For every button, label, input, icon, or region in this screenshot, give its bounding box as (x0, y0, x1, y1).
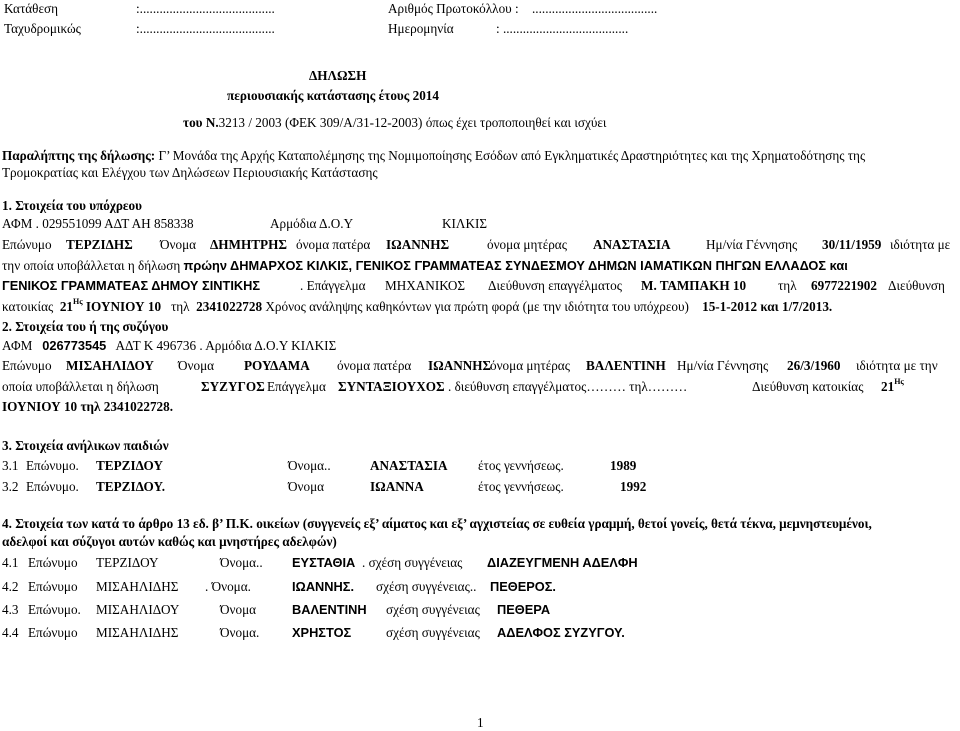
s1-capacity: πρώην ΔΗΜΑΡΧΟΣ ΚΙΛΚΙΣ, ΓΕΝΙΚΟΣ ΓΡΑΜΜΑΤΕΑΣ ΣΥΝΔΕΣΜΟΥ ΔΗΜΩΝ ΙΑΜΑΤΙΚΩΝ ΠΗΓΩΝ ΕΛΛΑΔΟΣ και (183, 258, 848, 273)
post-dots: :......................................... (136, 21, 275, 36)
post-label: Ταχυδρομικώς (4, 21, 81, 36)
child-2-surname: ΤΕΡΖΙΔΟΥ. (96, 479, 166, 494)
s2-surname-label: Επώνυμο (2, 358, 52, 373)
s2-mother-label: όνομα μητέρας (490, 358, 570, 373)
s1-name-label: Όνομα (160, 237, 197, 252)
s1-work-address: Μ. ΤΑΜΠΑΚΗ 10 (641, 278, 747, 293)
relative-4-relation: ΑΔΕΛΦΟΣ ΣΥΖΥΓΟΥ. (497, 625, 625, 640)
relative-4-name-label: Όνομα. (220, 625, 260, 640)
s2-afm-label: ΑΦΜ (2, 338, 33, 353)
s1-name: ΔΗΜΗΤΡΗΣ (210, 237, 287, 252)
s2-capacity-label: ιδιότητα με την (856, 358, 938, 373)
s1-submitted-as-label: την οποία υποβάλλεται η δήλωση (2, 258, 181, 273)
s1-line-3 (2, 257, 848, 274)
s2-father-label: όνομα πατέρα (337, 358, 412, 373)
s1-home-address-label: Διεύθυνση (888, 278, 945, 293)
declaration-subtitle: περιουσιακής κατάστασης έτους 2014 (227, 88, 439, 103)
relative-2-relation: ΠΕΘΕΡΟΣ. (490, 579, 556, 594)
recipient-text-2: Τρομοκρατίας και Ελέγχου των Δηλώσεων Περιουσιακής Κατάστασης (2, 165, 378, 180)
child-1-index: 3.1 (2, 458, 19, 473)
s2-line-1 (2, 337, 336, 354)
s1-residence-sup: Ης (73, 297, 83, 306)
relative-2-index: 4.2 (2, 579, 19, 594)
s2-profession: ΣΥΝΤΑΞΙΟΥΧΟΣ (338, 379, 445, 394)
s1-residence-label: κατοικίας (2, 299, 54, 314)
relative-2-surname: ΜΙΣΑΗΛΙΔΗΣ (96, 579, 179, 594)
s2-surname: ΜΙΣΑΗΛΙΔΟΥ (66, 358, 154, 373)
s1-surname-label: Επώνυμο (2, 237, 52, 252)
s1-work-phone-label: τηλ (778, 278, 797, 293)
s2-residence-number (881, 378, 904, 395)
relative-2-surname-label: Επώνυμο (28, 579, 78, 594)
relative-3-surname-label: Επώνυμο. (28, 602, 81, 617)
s1-start-label: Χρόνος ανάληψης καθηκόντων για πρώτη φορά (με την ιδιότητα του υπόχρεου) (265, 299, 689, 314)
s2-residence-street (2, 398, 173, 415)
recipient-line-1 (2, 147, 865, 164)
child-1-name-label: Όνομα.. (288, 458, 331, 473)
s1-father: ΙΩΑΝΝΗΣ (386, 237, 450, 252)
relative-3-relation: ΠΕΘΕΡΑ (497, 602, 551, 617)
child-1-year: 1989 (610, 458, 637, 473)
child-2-index: 3.2 (2, 479, 19, 494)
child-1-surname: ΤΕΡΖΙΔΟΥ (96, 458, 163, 473)
relative-1-surname: ΤΕΡΖΙΔΟΥ (96, 555, 159, 570)
s2-tax-office: . Αρμόδια Δ.Ο.Υ ΚΙΛΚΙΣ (199, 338, 337, 353)
child-1-name: ΑΝΑΣΤΑΣΙΑ (370, 458, 448, 473)
s1-father-label: όνομα πατέρα (296, 237, 371, 252)
relative-1-name: ΕΥΣΤΑΘΙΑ (292, 555, 356, 570)
s2-id-card: ΑΔΤ Κ 496736 (115, 338, 197, 353)
child-2-name: ΙΩΑΝΝΑ (370, 479, 424, 494)
relative-4-surname-label: Επώνυμο (28, 625, 78, 640)
relative-2-name: ΙΩΑΝΝΗΣ. (292, 579, 355, 594)
deposit-dots: :......................................... (136, 1, 275, 16)
relative-3-surname: ΜΙΣΑΗΛΙΔΟΥ (96, 602, 180, 617)
protocol-number-label: Αριθμός Πρωτοκόλλου : (388, 1, 519, 16)
relative-1-surname-label: Επώνυμο (28, 555, 78, 570)
s2-dob-label: Ημ/νία Γέννησης (677, 358, 769, 373)
deposit-label: Κατάθεση (4, 1, 59, 16)
s2-afm: 026773545 (42, 338, 107, 353)
section-4-title-1: 4. Στοιχεία των κατά το άρθρο 13 εδ. β’ Π.Κ. οικείων (συγγενείς εξ’ αίματος και εξ’ αγχιστείας σε ευθεία γραμμή, θετοί γονείς, θετά τέκνα, μεμνηστευμένοι, (2, 516, 872, 531)
s1-dob: 30/11/1959 (822, 237, 882, 252)
s2-residence-text: ΙΟΥΝΙΟΥ 10 τηλ 2341022728. (2, 399, 174, 414)
s1-work-phone: 6977221902 (811, 278, 877, 293)
relative-3-index: 4.3 (2, 602, 19, 617)
child-1-surname-label: Επώνυμο. (26, 458, 79, 473)
s1-work-address-label: Διεύθυνση επαγγέλματος (488, 278, 622, 293)
declaration-heading: ΔΗΛΩΣΗ (309, 68, 367, 83)
relative-2-relation-label: σχέση συγγένειας.. (376, 579, 477, 594)
s1-residence-street: ΙΟΥΝΙΟΥ 10 (85, 299, 162, 314)
s1-surname: ΤΕΡΖΙΔΗΣ (66, 237, 133, 252)
s1-mother-label: όνομα μητέρας (487, 237, 567, 252)
s2-father: ΙΩΑΝΝΗΣ (428, 358, 492, 373)
recipient-label: Παραλήπτης της δήλωσης: (2, 148, 156, 163)
s2-dob: 26/3/1960 (787, 358, 841, 373)
section-4-title-2: αδελφοί και σύζυγοι αυτών καθώς και μνηστήρες αδελφών) (2, 534, 337, 549)
relative-4-index: 4.4 (2, 625, 19, 640)
relative-3-name-label: Όνομα (220, 602, 257, 617)
s1-profession-label: . Επάγγελμα (300, 278, 366, 293)
page-number: 1 (477, 715, 484, 730)
s1-dob-label: Ημ/νία Γέννησης (706, 237, 798, 252)
s2-home-address-label: Διεύθυνση κατοικίας (752, 379, 864, 394)
s1-mother: ΑΝΑΣΤΑΣΙΑ (593, 237, 671, 252)
relative-3-name: ΒΑΛΕΝΤΙΝΗ (292, 602, 367, 617)
s1-profession: ΜΗΧΑΝΙΚΟΣ (385, 278, 466, 293)
child-2-year: 1992 (620, 479, 647, 494)
relative-4-relation-label: σχέση συγγένειας (386, 625, 480, 640)
date-dots: : ...................................... (496, 21, 629, 36)
s2-residence-number-value: 21 (881, 379, 895, 394)
s1-tax-office-label: Αρμόδια Δ.Ο.Υ (270, 216, 354, 231)
s2-name-label: Όνομα (178, 358, 215, 373)
child-2-name-label: Όνομα (288, 479, 325, 494)
s1-start-dates: 15-1-2012 και 1/7/2013. (702, 299, 833, 314)
s1-home-phone: 2341022728 (196, 299, 263, 314)
date-label: Ημερομηνία (388, 21, 454, 36)
section-1-title: 1. Στοιχεία του υπόχρεου (2, 198, 142, 213)
s2-work-address: . διεύθυνση επαγγέλματος……… τηλ……… (448, 379, 688, 394)
s2-capacity: ΣΥΖΥΓΟΣ (201, 379, 265, 394)
s1-home-phone-label: τηλ (170, 299, 190, 314)
s1-tax-office: ΚΙΛΚΙΣ (442, 216, 488, 231)
child-2-surname-label: Επώνυμο. (26, 479, 79, 494)
child-2-year-label: έτος γεννήσεως. (478, 479, 564, 494)
s2-mother: ΒΑΛΕΝΤΙΝΗ (586, 358, 666, 373)
relative-4-surname: ΜΙΣΑΗΛΙΔΗΣ (96, 625, 179, 640)
s2-submitted-as-label: οποία υποβάλλεται η δήλωση (2, 379, 159, 394)
relative-1-name-label: Όνομα.. (220, 555, 263, 570)
protocol-number-dots: ...................................... (532, 1, 658, 16)
section-2-title: 2. Στοιχεία του ή της συζύγου (2, 319, 169, 334)
relative-4-name: ΧΡΗΣΤΟΣ (292, 625, 352, 640)
child-1-year-label: έτος γεννήσεως. (478, 458, 564, 473)
s2-profession-label: Επάγγελμα (267, 379, 326, 394)
s1-capacity-cont: ΓΕΝΙΚΟΣ ΓΡΑΜΜΑΤΕΑΣ ΔΗΜΟΥ ΣΙΝΤΙΚΗΣ (2, 278, 261, 293)
s1-capacity-label: ιδιότητα με (890, 237, 951, 252)
section-3-title: 3. Στοιχεία ανήλικων παιδιών (2, 438, 169, 453)
s2-name: ΡΟΥΔΑΜΑ (244, 358, 310, 373)
recipient-text-1: Γ’ Μονάδα της Αρχής Καταπολέμησης της Νομιμοποίησης Εσόδων από Εγκληματικές Δραστηριότητες και της Χρηματοδότησης της (158, 148, 866, 163)
s2-residence-sup: Ης (894, 377, 904, 386)
relative-1-relation: ΔΙΑΖΕΥΓΜΕΝΗ ΑΔΕΛΦΗ (487, 555, 638, 570)
law-reference (183, 114, 606, 131)
law-text: 3213 / 2003 (ΦΕΚ 309/Α/31-12-2003) όπως έχει τροποποιηθεί και ισχύει (218, 115, 607, 130)
relative-3-relation-label: σχέση συγγένειας (386, 602, 480, 617)
law-prefix: του Ν. (183, 115, 219, 130)
relative-1-relation-label: . σχέση συγγένειας (362, 555, 463, 570)
relative-2-name-label: . Όνομα. (205, 579, 251, 594)
s1-afm-adt: ΑΦΜ . 029551099 ΑΔΤ ΑΗ 858338 (2, 216, 194, 231)
s1-line-5 (2, 298, 832, 315)
relative-1-index: 4.1 (2, 555, 19, 570)
s1-residence-number: 21 (59, 299, 73, 314)
